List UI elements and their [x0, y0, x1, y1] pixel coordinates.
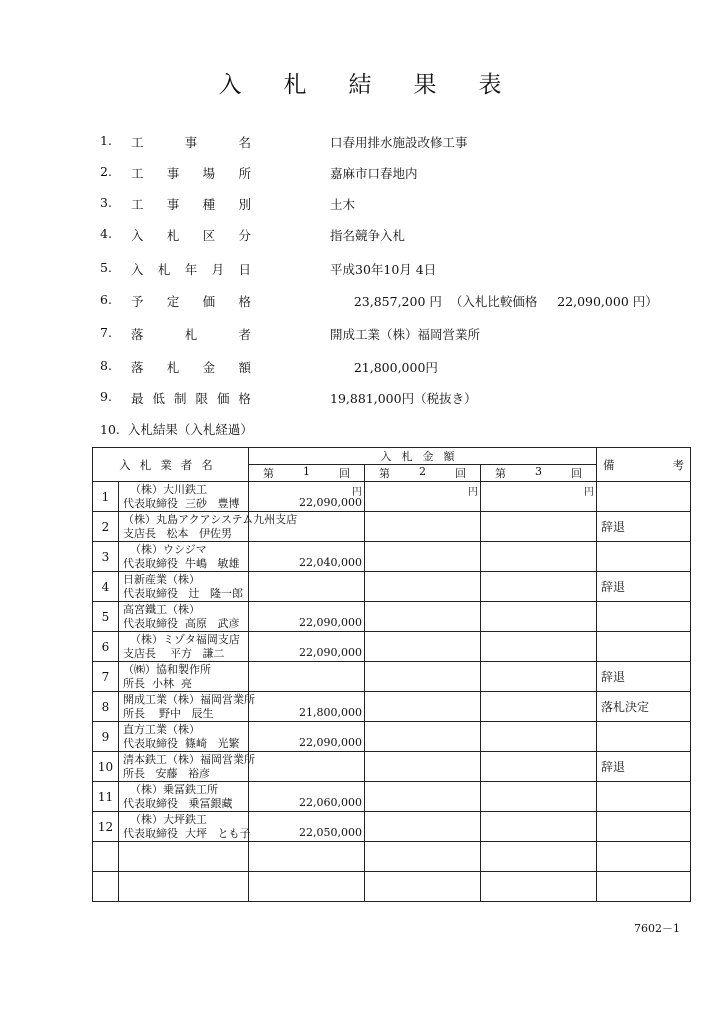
- round-2-amount: [365, 482, 481, 512]
- info-row: [0, 260, 720, 280]
- round-2-amount: [365, 812, 481, 842]
- bidder-company: （株）ウシジマ: [123, 542, 207, 556]
- bidder-representative: 代表取締役 辻 隆一郎: [123, 586, 243, 600]
- empty-cell: [249, 842, 365, 872]
- empty-cell: [119, 872, 249, 902]
- yen-unit: 円: [352, 487, 362, 498]
- empty-cell: [597, 842, 691, 872]
- empty-cell: [597, 872, 691, 902]
- bidder-company: 開成工業（株）福岡営業所: [123, 692, 255, 706]
- bidder-cell: [119, 812, 249, 842]
- row-number: 3: [93, 542, 119, 572]
- empty-row: [93, 842, 691, 872]
- remark-cell: 辞退: [597, 662, 691, 692]
- round-3-amount: [481, 572, 597, 602]
- info-row: [0, 195, 720, 215]
- bidder-cell: [119, 782, 249, 812]
- round-1-amount: [249, 632, 365, 662]
- empty-cell: [119, 842, 249, 872]
- info-number: 5.: [100, 260, 112, 275]
- info-label: 工 事 種 別: [131, 197, 251, 212]
- info-value: 指名競争入札: [330, 228, 406, 243]
- amount-value: 21,800,000: [299, 706, 362, 719]
- round-2-amount: [365, 632, 481, 662]
- info-value: 土木: [330, 197, 356, 212]
- row-number: 2: [93, 512, 119, 542]
- round-2-amount: [365, 662, 481, 692]
- info-row: [0, 358, 720, 378]
- round-3-amount: [481, 482, 597, 512]
- bidder-company: 日新産業（株）: [123, 572, 200, 586]
- amount-value: 22,050,000: [299, 826, 362, 839]
- empty-cell: [249, 872, 365, 902]
- row-number: 6: [93, 632, 119, 662]
- info-number: 2.: [100, 164, 112, 179]
- remark-cell: 辞退: [597, 752, 691, 782]
- round-1-amount: [249, 752, 365, 782]
- amount-value: 22,090,000: [299, 736, 362, 749]
- bidder-cell: [119, 692, 255, 722]
- round-2-amount: [365, 722, 481, 752]
- round-1-amount: [249, 782, 365, 812]
- amount-value: 22,060,000: [299, 796, 362, 809]
- bidder-representative: 代表取締役 篠崎 光繁: [123, 736, 240, 750]
- bidder-company: 直方工業（株）: [123, 722, 200, 736]
- bidder-representative: 所長 野中 辰生: [123, 706, 214, 720]
- round-1-amount: [249, 602, 365, 632]
- remark-cell: [597, 602, 691, 632]
- round-1-amount: [249, 482, 365, 512]
- round-3-amount: [481, 812, 597, 842]
- bidder-cell: [119, 512, 298, 542]
- info-value: 嘉麻市口春地内: [330, 166, 418, 181]
- table-row: [93, 512, 691, 542]
- bidder-representative: 所長 安藤 裕彦: [123, 766, 210, 780]
- info-number: 7.: [100, 325, 112, 340]
- remark-cell: [597, 812, 691, 842]
- bidder-representative: 代表取締役 乗冨銀藏: [123, 796, 233, 810]
- table-row: [93, 572, 691, 602]
- empty-cell: [481, 842, 597, 872]
- row-number: 11: [93, 782, 119, 812]
- row-number: 8: [93, 692, 119, 722]
- round-1-amount: [249, 572, 365, 602]
- empty-row: [93, 872, 691, 902]
- info-label: 落 札 者: [131, 327, 251, 342]
- remark-cell: [597, 722, 691, 752]
- round-3-amount: [481, 602, 597, 632]
- info-row: [0, 133, 720, 153]
- round-3-amount: [481, 692, 597, 722]
- round-1-amount: [249, 512, 365, 542]
- row-number: 7: [93, 662, 119, 692]
- bidder-representative: 代表取締役 高原 武彦: [123, 616, 240, 630]
- table-row: [93, 542, 691, 572]
- bidder-company: （株）ミゾタ福岡支店: [123, 632, 240, 646]
- info-label: 入 札 年 月 日: [131, 262, 251, 277]
- page-title: 入札結果表: [218, 72, 544, 98]
- info-value: 21,800,000円: [330, 360, 438, 375]
- bidder-representative: 支店長 平方 謙二: [123, 646, 225, 660]
- info-label: 工 事 場 所: [131, 166, 251, 181]
- remark-cell: 辞退: [597, 572, 691, 602]
- round-1-amount: [249, 542, 365, 572]
- empty-cell: [93, 872, 119, 902]
- table-row: [93, 632, 691, 662]
- info-value: 平成30年10月 4日: [330, 262, 437, 277]
- remark-cell: 落札決定: [597, 692, 691, 722]
- table-row: [93, 482, 691, 512]
- table-row: [93, 782, 691, 812]
- empty-cell: [93, 842, 119, 872]
- info-number: 3.: [100, 195, 112, 210]
- bidder-company: 高宮鐵工（株）: [123, 602, 200, 616]
- round-2-header: 第 2 回: [365, 465, 481, 482]
- info-number: 4.: [100, 226, 112, 241]
- bid-results-table: [92, 447, 691, 902]
- bidder-cell: [119, 602, 249, 632]
- round-3-amount: [481, 542, 597, 572]
- empty-cell: [481, 872, 597, 902]
- info-row: [0, 389, 720, 409]
- row-number: 10: [93, 752, 119, 782]
- bidder-representative: 代表取締役 大坪 とも子: [123, 826, 251, 840]
- bidder-cell: [119, 572, 249, 602]
- round-2-amount: [365, 512, 481, 542]
- amount-value: 22,090,000: [299, 646, 362, 659]
- info-number: 6.: [100, 292, 112, 307]
- bidder-cell: [119, 632, 249, 662]
- bidder-cell: [119, 482, 249, 512]
- round-1-header: 第 1 回: [249, 465, 365, 482]
- info-value: 19,881,000円（税抜き）: [330, 391, 477, 406]
- remarks-header: 備 考: [597, 448, 691, 482]
- table-row: [93, 662, 691, 692]
- bidder-company: （株）大川鉄工: [123, 482, 207, 496]
- info-row: [0, 226, 720, 246]
- row-number: 12: [93, 812, 119, 842]
- info-label: 最 低 制 限 価 格: [131, 391, 251, 406]
- info-row: [0, 292, 720, 312]
- bidder-company: （株）大坪鉄工: [123, 812, 207, 826]
- remark-cell: [597, 632, 691, 662]
- info-number: 8.: [100, 358, 112, 373]
- bidder-name-header: 入札業者名: [93, 448, 249, 482]
- info-label: 工 事 名: [131, 135, 251, 150]
- round-2-amount: [365, 752, 481, 782]
- round-3-amount: [481, 512, 597, 542]
- round-3-amount: [481, 752, 597, 782]
- yen-unit: 円: [468, 487, 478, 498]
- bidder-cell: [119, 662, 249, 692]
- empty-cell: [365, 842, 481, 872]
- yen-unit: 円: [584, 487, 595, 498]
- row-number: 4: [93, 572, 119, 602]
- info-label: 予 定 価 格: [131, 294, 251, 309]
- info-row: [0, 164, 720, 184]
- remark-cell: [597, 542, 691, 572]
- round-3-amount: [481, 722, 597, 752]
- round-2-amount: [365, 542, 481, 572]
- table-row: [93, 602, 691, 632]
- table-row: [93, 692, 691, 722]
- bid-amount-header: 入札金額: [249, 448, 597, 465]
- info-number: 9.: [100, 389, 112, 404]
- round-3-amount: [481, 782, 597, 812]
- round-3-amount: [481, 632, 597, 662]
- round-3-header: 第 3 回: [481, 465, 597, 482]
- document-code: 7602－1: [634, 922, 680, 935]
- round-1-amount: [249, 722, 365, 752]
- remark-cell: [597, 782, 691, 812]
- bidder-company: 清本鉄工（株）福岡営業所: [123, 752, 255, 766]
- info-value: 23,857,200 円 （入札比較価格 22,090,000 円）: [330, 294, 658, 309]
- bidder-cell: [119, 542, 249, 572]
- bidder-company: （株）丸島アクアシステム九州支店: [123, 512, 298, 526]
- round-2-amount: [365, 782, 481, 812]
- amount-value: 22,090,000: [299, 616, 362, 629]
- table-row: [93, 722, 691, 752]
- bidder-representative: 代表取締役 三砂 豊博: [123, 496, 240, 510]
- round-2-amount: [365, 602, 481, 632]
- info-value: 開成工業（株）福岡営業所: [330, 327, 481, 342]
- remark-cell: 辞退: [597, 512, 691, 542]
- bidder-company: （㈱）協和製作所: [123, 662, 211, 676]
- round-1-amount: [249, 812, 365, 842]
- round-2-amount: [365, 692, 481, 722]
- empty-cell: [365, 872, 481, 902]
- amount-value: 22,090,000: [299, 496, 362, 509]
- info-number: 1.: [100, 133, 112, 148]
- bidder-cell: [119, 752, 255, 782]
- bidder-company: （株）乗冨鉄工所: [123, 782, 218, 796]
- round-3-amount: [481, 662, 597, 692]
- info-row: [0, 325, 720, 345]
- results-heading: 10. 入札結果（入札経過）: [100, 422, 253, 437]
- round-1-amount: [249, 662, 365, 692]
- bidder-representative: 代表取締役 牛嶋 敏雄: [123, 556, 240, 570]
- info-label: 入 札 区 分: [131, 228, 251, 243]
- bidder-cell: [119, 722, 249, 752]
- info-label: 落 札 金 額: [131, 360, 251, 375]
- round-2-amount: [365, 572, 481, 602]
- amount-value: 22,040,000: [299, 556, 362, 569]
- row-number: 5: [93, 602, 119, 632]
- table-row: [93, 752, 691, 782]
- bidder-representative: 所長 小林 亮: [123, 676, 192, 690]
- round-1-amount: [249, 692, 365, 722]
- bidder-representative: 支店長 松本 伊佐男: [123, 526, 232, 540]
- info-value: 口春用排水施設改修工事: [330, 135, 468, 150]
- row-number: 9: [93, 722, 119, 752]
- table-row: [93, 812, 691, 842]
- row-number: 1: [93, 482, 119, 512]
- remark-cell: [597, 482, 691, 512]
